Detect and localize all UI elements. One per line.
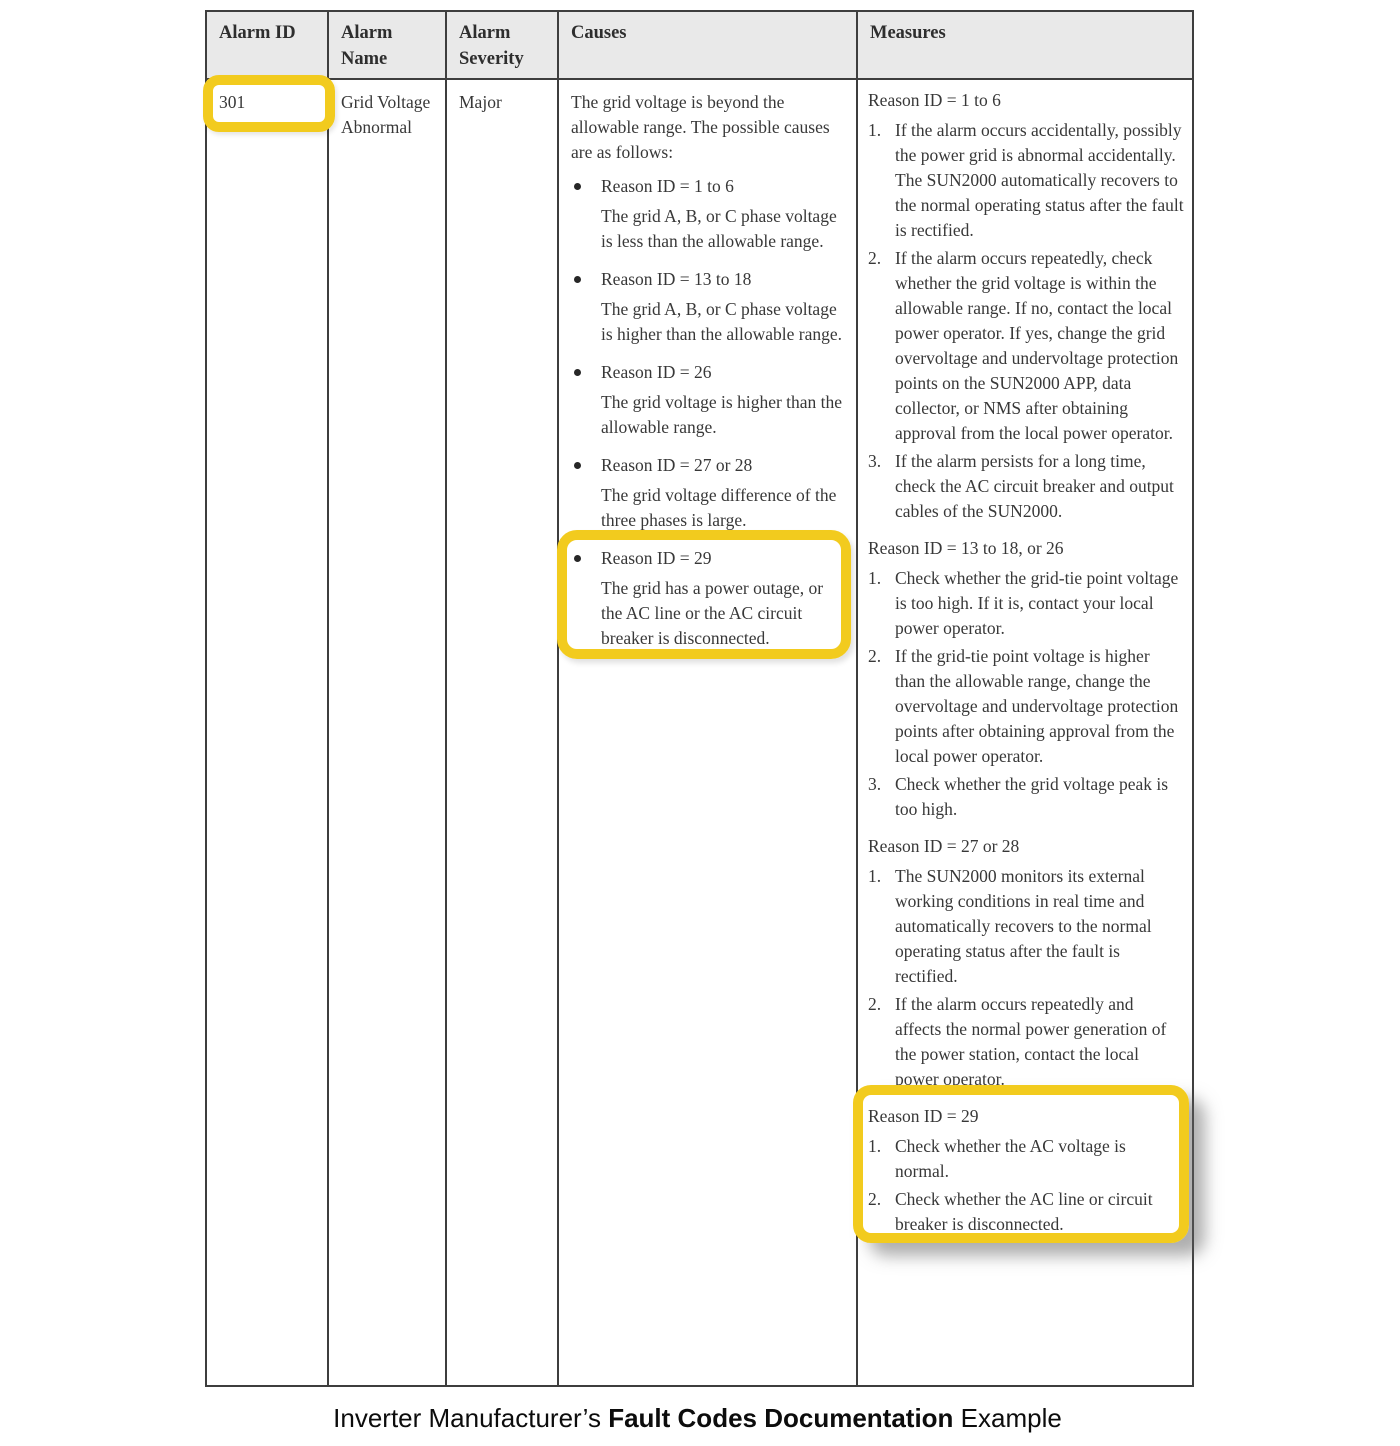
header-measures: Measures [870,23,946,43]
step-number: 3. [868,451,882,471]
measure-step [868,992,1184,1092]
cause-reason-title: Reason ID = 13 to 18 [601,269,752,289]
alarm-id-value: 301 [219,92,246,112]
bullet-icon [574,183,581,190]
measure-reason-heading: Reason ID = 1 to 6 [868,90,1001,110]
cause-reason-title: Reason ID = 26 [601,362,712,382]
cause-reason-title: Reason ID = 1 to 6 [601,176,734,196]
step-number: 2. [868,994,882,1014]
step-text: Check whether the AC line or circuit breaker is disconnected. [895,1189,1153,1234]
header-causes: Causes [559,12,858,78]
causes-intro: The grid voltage is beyond the allowable range. The possible causes are as follows: [571,92,830,162]
cause-item [571,453,846,533]
measure-step [868,118,1184,243]
alarm-id-highlight-wrap [219,90,245,115]
cause-description: The grid has a power outage, or the AC line or the AC circuit breaker is disconnected. [601,578,824,648]
measures-cell [858,80,1192,1385]
step-text: If the alarm occurs repeatedly, check whether the grid voltage is within the allowable range. If no, contact the local power operator. If yes, change the grid overvoltage and undervoltage protection points on the SUN2000 APP, data collector, or NMS after obtaining approval from the local power operator. [895,248,1179,443]
bullet-icon [574,555,581,562]
alarm-name-cell: Grid Voltage Abnormal [329,80,447,1385]
caption-bold: Fault Codes Documentation [608,1403,954,1433]
table-row [207,80,1192,1385]
measure-step [868,644,1184,769]
cause-item [571,267,846,347]
measure-step [868,449,1184,524]
measure-step [868,1134,1184,1184]
step-text: Check whether the grid-tie point voltage is too high. If it is, contact your local power operator. [895,568,1179,638]
caption-prefix: Inverter Manufacturer’s [333,1403,609,1433]
cause-reason-title: Reason ID = 27 or 28 [601,455,753,475]
measure-reason-heading: Reason ID = 29 [868,1106,979,1126]
cause-description: The grid voltage difference of the three phases is large. [601,485,837,530]
measure-step [868,1187,1184,1237]
measure-step [868,772,1184,822]
step-number: 1. [868,866,882,886]
measure-reason-heading: Reason ID = 27 or 28 [868,836,1020,856]
figure-caption [205,1402,1190,1434]
measure-reason-heading: Reason ID = 13 to 18, or 26 [868,538,1064,558]
cause-description: The grid A, B, or C phase voltage is less than the allowable range. [601,206,837,251]
measure-section [868,527,1184,822]
cause-item [571,360,846,440]
step-text: If the alarm occurs accidentally, possibly the power grid is abnormal accidentally. The SUN2000 automatically recovers to the normal operating status after the fault is rectified. [895,120,1184,240]
bullet-icon [574,369,581,376]
causes-list [571,174,846,651]
step-text: If the alarm persists for a long time, check the AC circuit breaker and output cables of the SUN2000. [895,451,1174,521]
step-text: Check whether the grid voltage peak is too high. [895,774,1169,819]
cause-description: The grid voltage is higher than the allowable range. [601,392,843,437]
step-number: 2. [868,646,882,666]
alarm-id-cell [207,80,329,1385]
measure-step [868,246,1184,446]
step-number: 2. [868,1189,882,1209]
measures-list [868,88,1184,1237]
cause-item [571,174,846,254]
bullet-icon [574,462,581,469]
table-header-row [207,12,1192,80]
step-number: 1. [868,568,882,588]
step-number: 2. [868,248,882,268]
step-text: Check whether the AC voltage is normal. [895,1136,1126,1181]
cause-reason-title: Reason ID = 29 [601,548,712,568]
measure-step [868,864,1184,989]
header-alarm-name: Alarm Name [329,12,447,78]
measure-section [868,88,1184,524]
measure-section [868,1095,1184,1237]
step-text: The SUN2000 monitors its external working conditions in real time and automatically recovers to the normal operating status after the fault is rectified. [895,866,1152,986]
header-alarm-severity: Alarm Severity [447,12,559,78]
step-text: If the grid-tie point voltage is higher than the allowable range, change the overvoltage and undervoltage protection points after obtaining approval from the local power operator. [895,646,1179,766]
header-alarm-id: Alarm ID [207,12,329,78]
fault-codes-table [205,10,1194,1387]
cause-item [571,546,846,651]
alarm-severity-cell: Major [447,80,559,1385]
measure-step [868,566,1184,641]
step-number: 1. [868,120,882,140]
cause-description: The grid A, B, or C phase voltage is higher than the allowable range. [601,299,843,344]
caption-suffix: Example [953,1403,1062,1433]
step-number: 1. [868,1136,882,1156]
step-text: If the alarm occurs repeatedly and affects the normal power generation of the power station, contact the local power operator. [895,994,1167,1089]
bullet-icon [574,276,581,283]
measure-section [868,825,1184,1092]
step-number: 3. [868,774,882,794]
causes-cell [559,80,858,1385]
